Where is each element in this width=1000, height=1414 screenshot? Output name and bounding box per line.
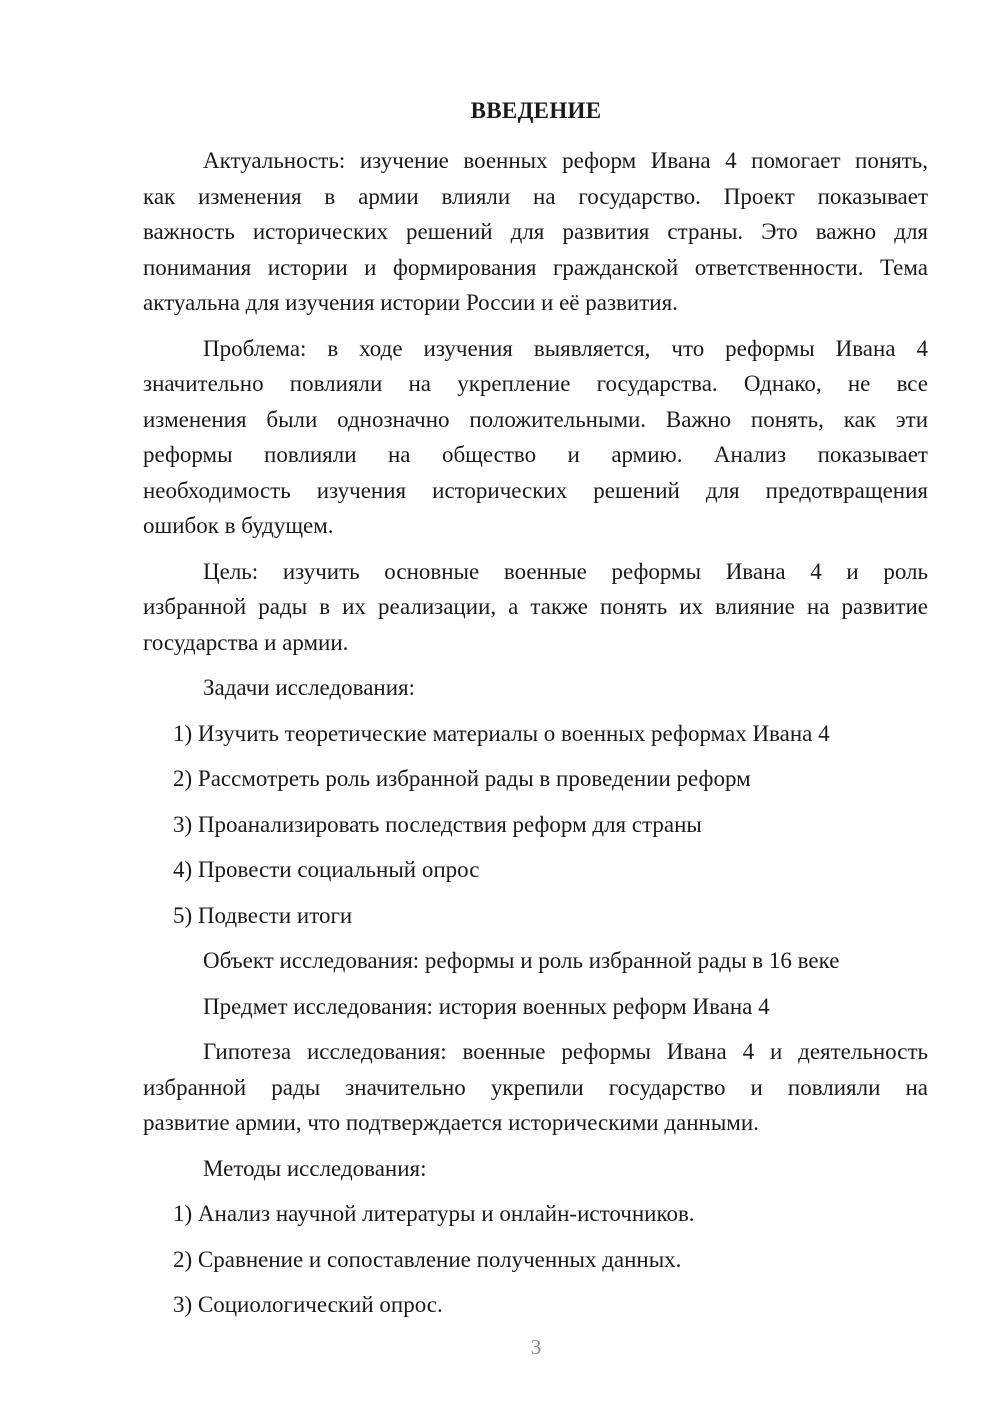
research-subject: Предмет исследования: история военных реформ Ивана 4 <box>203 993 770 1019</box>
methods-heading: Методы исследования: <box>203 1155 427 1181</box>
research-object: Объект исследования: реформы и роль избранной рады в 16 веке <box>203 948 840 973</box>
page-body <box>143 143 928 1333</box>
goal-line-2: избранной рады в их реализации, а также понять их влияние на развитие <box>143 594 928 619</box>
goal-paragraph <box>143 554 928 661</box>
goal-line-3: государства и армии. <box>143 629 349 655</box>
hypothesis-line-2: избранной рады значительно укрепили государство и повлияли на <box>143 1074 928 1100</box>
problem-line-5: необходимость изучения исторических решений для предотвращения <box>143 477 928 503</box>
problem-line-2: значительно повлияли на укрепление государства. Однако, не все <box>143 371 928 396</box>
tasks-heading: Задачи исследования: <box>203 675 416 700</box>
relevance-line-4: понимания истории и формирования гражданской ответственности. Тема <box>143 254 928 280</box>
page-number: 3 <box>530 1335 542 1359</box>
problem-line-1: Проблема: в ходе изучения выявляется, что реформы Ивана 4 <box>203 335 928 361</box>
task-item-2: 2) Рассмотреть роль избранной рады в проведении реформ <box>173 766 751 791</box>
hypothesis-line-1: Гипотеза исследования: военные реформы Ивана 4 и деятельность <box>203 1039 928 1064</box>
method-item-1: 1) Анализ научной литературы и онлайн-источников. <box>173 1201 695 1226</box>
task-item-4: 4) Провести социальный опрос <box>173 857 480 882</box>
problem-line-4: реформы повлияли на общество и армию. Анализ показывает <box>143 442 928 467</box>
relevance-line-5: актуальна для изучения истории России и её развития. <box>143 290 678 315</box>
hypothesis-line-3: развитие армии, что подтверждается историческими данными. <box>143 1110 759 1135</box>
goal-line-1: Цель: изучить основные военные реформы Ивана 4 и роль <box>203 558 928 584</box>
relevance-paragraph <box>143 143 928 321</box>
problem-paragraph <box>143 331 928 544</box>
task-item-5: 5) Подвести итоги <box>173 902 353 928</box>
relevance-line-1: Актуальность: изучение военных реформ Ивана 4 помогает понять, <box>203 148 928 173</box>
problem-line-6: ошибок в будущем. <box>143 513 334 538</box>
hypothesis-paragraph <box>143 1034 928 1141</box>
method-item-3: 3) Социологический опрос. <box>173 1292 443 1317</box>
relevance-line-3: важность исторических решений для развития страны. Это важно для <box>143 219 928 244</box>
method-item-2: 2) Сравнение и сопоставление полученных данных. <box>173 1246 682 1272</box>
task-item-3: 3) Проанализировать последствия реформ для страны <box>173 811 702 837</box>
problem-line-3: изменения были однозначно положительными. Важно понять, как эти <box>143 406 928 432</box>
section-title: ВВЕДЕНИЕ <box>470 98 602 123</box>
relevance-line-2: как изменения в армии влияли на государство. Проект показывает <box>143 183 928 209</box>
task-item-1: 1) Изучить теоретические материалы о военных реформах Ивана 4 <box>173 720 830 746</box>
